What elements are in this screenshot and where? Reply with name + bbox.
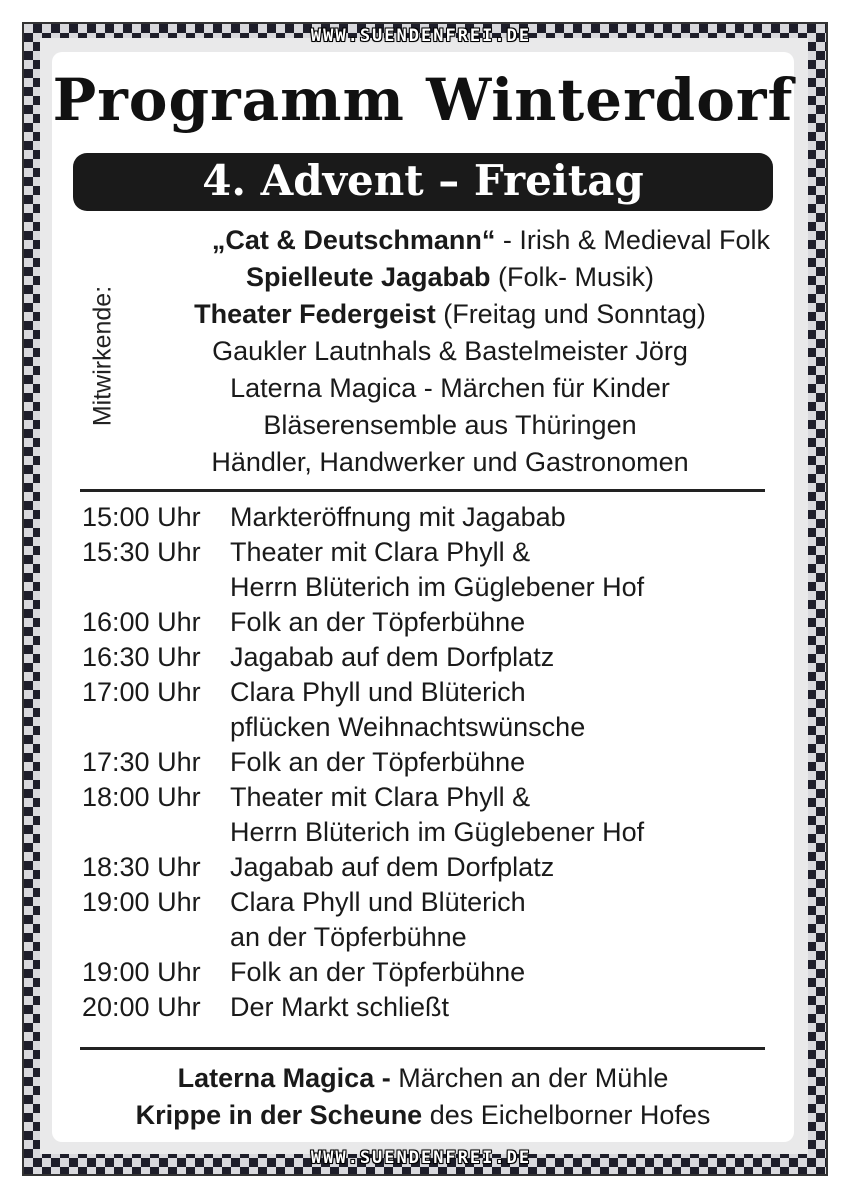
schedule-time: 20:00 Uhr (82, 992, 201, 1022)
performers-list (130, 222, 770, 481)
schedule-row (82, 745, 772, 780)
performer-line: Spielleute Jagabab (Folk- Musik) (245, 262, 655, 292)
schedule-time: 15:00 Uhr (82, 502, 201, 532)
schedule-row (82, 850, 772, 885)
performer-line: „Cat & Deutschmann“ - Irish & Medieval Folk (211, 225, 770, 255)
schedule-time: 15:30 Uhr (82, 537, 201, 567)
page-title: Programm Winterdorf (52, 66, 794, 134)
schedule-row (82, 640, 772, 675)
schedule-event: Jagabab auf dem Dorfplatz (230, 642, 555, 672)
schedule-row (82, 885, 772, 955)
schedule-time: 19:00 Uhr (82, 887, 201, 917)
schedule-row (82, 780, 772, 850)
schedule-time: 18:30 Uhr (82, 852, 201, 882)
footer-line: Krippe in der Scheune des Eichelborner Hofes (135, 1100, 711, 1130)
schedule-event: Clara Phyll und Blüterich an der Töpferbühne (230, 887, 526, 952)
schedule-row (82, 500, 772, 535)
schedule-event: Folk an der Töpferbühne (230, 747, 526, 777)
schedule-row (82, 675, 772, 745)
schedule-event: Theater mit Clara Phyll & Herrn Blüterich im Güglebener Hof (230, 782, 645, 847)
schedule-row (82, 535, 772, 605)
performer-line: Theater Federgeist (Freitag und Sonntag) (194, 299, 706, 329)
schedule-row (82, 605, 772, 640)
footer-line: Laterna Magica - Märchen an der Mühle (177, 1063, 669, 1093)
schedule-event: Folk an der Töpferbühne (230, 957, 526, 987)
performer-line: Gaukler Lautnhals & Bastelmeister Jörg (212, 336, 688, 366)
schedule-time: 16:00 Uhr (82, 607, 201, 637)
schedule-time: 17:30 Uhr (82, 747, 201, 777)
divider-bottom (80, 1047, 765, 1050)
schedule-event: Folk an der Töpferbühne (230, 607, 526, 637)
schedule-row (82, 955, 772, 990)
day-banner-text: 4. Advent – Freitag (202, 156, 644, 205)
schedule-time: 16:30 Uhr (82, 642, 201, 672)
schedule-row (82, 990, 772, 1025)
website-url-bottom: WWW.SUENDENFREI.DE (310, 1148, 532, 1168)
schedule-event: Jagabab auf dem Dorfplatz (230, 852, 555, 882)
performer-line: Bläserensemble aus Thüringen (263, 410, 637, 440)
schedule-list (82, 500, 772, 1025)
footer-notes (52, 1060, 794, 1134)
performer-line: Laterna Magica - Märchen für Kinder (230, 373, 670, 403)
schedule-event: Markteröffnung mit Jagabab (230, 502, 566, 532)
schedule-event: Clara Phyll und Blüterich pflücken Weihnachtswünsche (230, 677, 586, 742)
schedule-event: Theater mit Clara Phyll & Herrn Blüterich im Güglebener Hof (230, 537, 645, 602)
schedule-time: 19:00 Uhr (82, 957, 201, 987)
schedule-time: 18:00 Uhr (82, 782, 201, 812)
website-url-top: WWW.SUENDENFREI.DE (310, 26, 532, 46)
performers-label: Mitwirkende: (88, 285, 117, 427)
divider-top (80, 489, 765, 492)
schedule-time: 17:00 Uhr (82, 677, 201, 707)
schedule-event: Der Markt schließt (230, 992, 450, 1022)
performer-line: Händler, Handwerker und Gastronomen (211, 447, 689, 477)
